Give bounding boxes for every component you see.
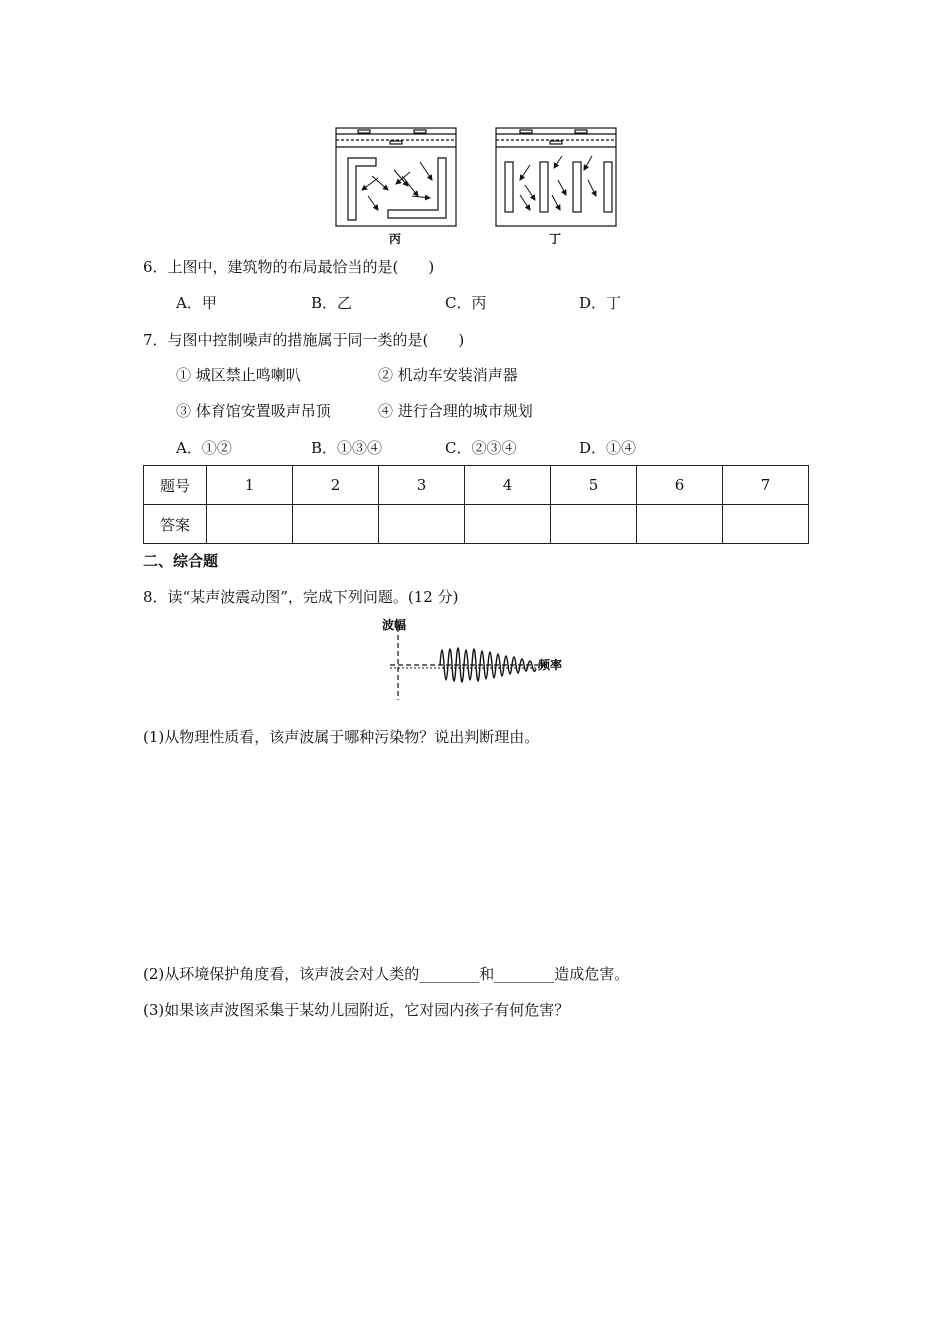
answer-table: [143, 465, 809, 544]
section-heading: 二、综合题: [143, 552, 219, 570]
answer-table-label-answer: 答案: [144, 505, 207, 544]
answer-table-number: 3: [379, 466, 465, 505]
q7-option-d: D．①④: [579, 439, 637, 457]
q8-stem: 8．读“某声波震动图”，完成下列问题。(12 分): [143, 588, 459, 606]
q6-option-d: D．丁: [579, 294, 622, 312]
q6-option-a: A．甲: [176, 294, 217, 312]
answer-table-number: 4: [465, 466, 551, 505]
layout-label-bing: 丙: [389, 232, 402, 246]
q7-option-a: A．①②: [176, 439, 232, 457]
layout-ding: [496, 128, 616, 226]
layout-bing: [336, 128, 456, 226]
q6-option-b: B．乙: [311, 294, 353, 312]
answer-table-number: 7: [723, 466, 809, 505]
q7-option-c: C．②③④: [445, 439, 517, 457]
answer-table-number: 6: [637, 466, 723, 505]
q7-item-3: ③ 体育馆安置吸声吊顶: [176, 402, 331, 420]
q8-part-2: (2)从环境保护角度看，该声波会对人类的________和________造成危害。: [143, 965, 630, 983]
wave-x-label: 频率: [538, 658, 563, 672]
q6-stem: 6．上图中，建筑物的布局最恰当的是( ): [143, 258, 435, 276]
answer-cell[interactable]: [723, 505, 809, 544]
answer-table-number: 2: [293, 466, 379, 505]
q7-option-b: B．①③④: [311, 439, 383, 457]
answer-cell[interactable]: [207, 505, 293, 544]
answer-cell[interactable]: [293, 505, 379, 544]
q8-part-1: (1)从物理性质看，该声波属于哪种污染物？说出判断理由。: [143, 728, 540, 746]
q7-item-2: ② 机动车安装消声器: [378, 366, 518, 384]
answer-table-number: 5: [551, 466, 637, 505]
answer-cell[interactable]: [465, 505, 551, 544]
layout-label-ding: 丁: [549, 232, 562, 246]
sound-wave-figure: [370, 615, 580, 705]
answer-cell[interactable]: [551, 505, 637, 544]
answer-table-label-number: 题号: [144, 466, 207, 505]
answer-cell[interactable]: [637, 505, 723, 544]
q6-option-c: C．丙: [445, 294, 487, 312]
building-layout-figure: [0, 0, 950, 250]
answer-cell[interactable]: [379, 505, 465, 544]
wave-y-label: 波幅: [382, 618, 407, 632]
q7-item-4: ④ 进行合理的城市规划: [378, 402, 533, 420]
q7-stem: 7．与图中控制噪声的措施属于同一类的是( ): [143, 331, 465, 349]
q8-part-3: (3)如果该声波图采集于某幼儿园附近，它对园内孩子有何危害？: [143, 1001, 570, 1019]
answer-table-number: 1: [207, 466, 293, 505]
q7-item-1: ① 城区禁止鸣喇叭: [176, 366, 301, 384]
answer-table-row-numbers: [144, 466, 809, 505]
answer-table-row-answers: [144, 505, 809, 544]
